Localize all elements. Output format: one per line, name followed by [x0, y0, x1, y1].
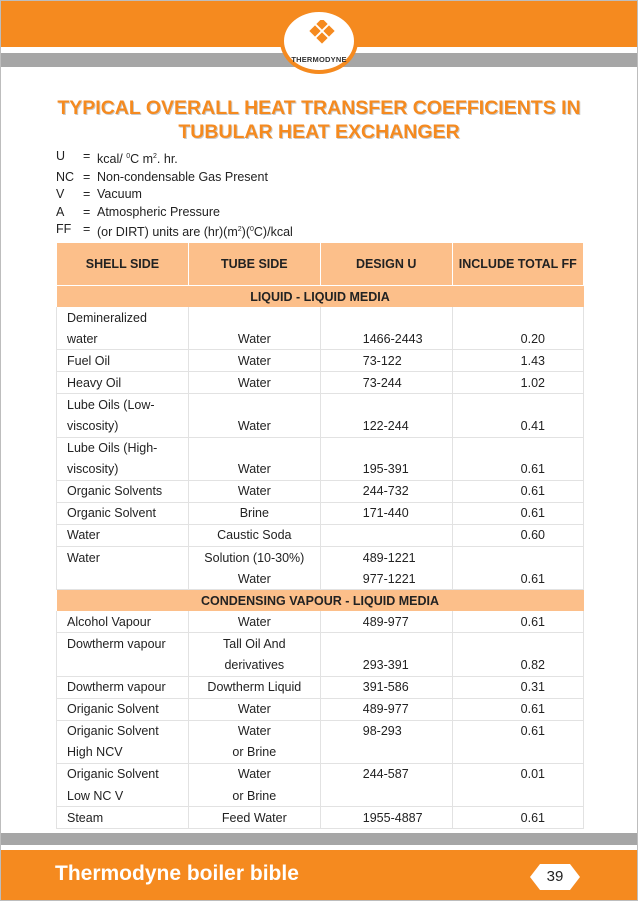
legend-definition: Vacuum	[97, 187, 142, 202]
tube-side-cell: Solution (10-30%)	[188, 547, 320, 569]
abbreviation-legend	[56, 148, 293, 242]
legend-abbr: U	[56, 149, 66, 163]
total-ff-cell: 0.61	[452, 480, 583, 502]
legend-row-ff	[56, 221, 293, 242]
shell-side-cell: Heavy Oil	[57, 372, 189, 394]
design-u-cell	[320, 524, 452, 546]
shell-side-cell: Dowtherm vapour	[57, 676, 189, 698]
design-u-cell: 73-244	[320, 372, 452, 394]
total-ff-cell	[452, 633, 583, 655]
table-row	[57, 328, 584, 350]
section-title: LIQUID - LIQUID MEDIA	[57, 286, 584, 308]
table-row	[57, 415, 584, 437]
shell-side-cell: Water	[57, 524, 189, 546]
design-u-cell: 977-1221	[320, 568, 452, 590]
table-row	[57, 654, 584, 676]
total-ff-cell	[452, 742, 583, 764]
logo-text: THERMODYNE	[291, 55, 347, 64]
tube-side-cell: Brine	[188, 502, 320, 524]
table-header-row	[57, 243, 584, 286]
diamond-logo-icon	[307, 20, 337, 50]
design-u-cell: 489-977	[320, 698, 452, 720]
tube-side-cell: Water	[188, 763, 320, 785]
column-header-include-total-ff: INCLUDE TOTAL FF	[452, 243, 583, 286]
section-header-row	[57, 590, 584, 612]
page-title	[40, 96, 598, 144]
design-u-cell: 244-587	[320, 763, 452, 785]
total-ff-cell	[452, 307, 583, 328]
legend-abbr: FF	[56, 222, 72, 237]
brand-logo	[280, 8, 358, 74]
coefficients-table	[56, 242, 584, 829]
shell-side-cell	[57, 568, 189, 590]
total-ff-cell	[452, 785, 583, 807]
table-row	[57, 676, 584, 698]
design-u-cell: 1466-2443	[320, 328, 452, 350]
table-row	[57, 307, 584, 328]
legend-definition: kcal/ $^0$C $m^2$. hr.	[97, 152, 178, 166]
legend-row-nc	[56, 169, 293, 187]
tube-side-cell: Tall Oil And	[188, 633, 320, 655]
footer-stripe	[1, 833, 637, 845]
total-ff-cell: 0.61	[452, 720, 583, 742]
legend-equals: =	[83, 149, 91, 163]
page-number: 39	[546, 868, 564, 885]
total-ff-cell	[452, 394, 583, 416]
legend-row-a	[56, 204, 293, 222]
design-u-cell: 489-977	[320, 611, 452, 633]
legend-equals: =	[83, 204, 91, 219]
shell-side-cell: Lube Oils (Low-	[57, 394, 189, 416]
legend-equals: =	[83, 222, 91, 237]
design-u-cell: 1955-4887	[320, 807, 452, 829]
shell-side-cell: Origanic Solvent	[57, 698, 189, 720]
shell-side-cell: Alcohol Vapour	[57, 611, 189, 633]
total-ff-cell: 0.61	[452, 502, 583, 524]
table-row	[57, 633, 584, 655]
shell-side-cell: High NCV	[57, 742, 189, 764]
shell-side-cell	[57, 654, 189, 676]
total-ff-cell	[452, 437, 583, 459]
table-row	[57, 437, 584, 459]
column-header-tube-side: TUBE SIDE	[188, 243, 320, 286]
table-row	[57, 763, 584, 785]
total-ff-cell: 1.43	[452, 350, 583, 372]
table-row	[57, 742, 584, 764]
table-row	[57, 611, 584, 633]
design-u-cell: 195-391	[320, 459, 452, 481]
shell-side-cell: water	[57, 328, 189, 350]
legend-equals: =	[83, 169, 91, 184]
tube-side-cell: Water	[188, 372, 320, 394]
tube-side-cell: or Brine	[188, 785, 320, 807]
design-u-cell: 98-293	[320, 720, 452, 742]
table-row	[57, 524, 584, 546]
tube-side-cell	[188, 307, 320, 328]
tube-side-cell	[188, 394, 320, 416]
title-line-2: TUBULAR HEAT EXCHANGER	[178, 121, 460, 143]
footer-title: Thermodyne boiler bible	[55, 862, 299, 885]
title-line-1: TYPICAL OVERALL HEAT TRANSFER COEFFICIENTS IN	[57, 97, 581, 119]
design-u-cell: 489-1221	[320, 547, 452, 569]
shell-side-cell: Organic Solvent	[57, 502, 189, 524]
table-row	[57, 502, 584, 524]
legend-row-u	[56, 148, 293, 169]
total-ff-cell: 0.61	[452, 698, 583, 720]
legend-abbr: A	[56, 204, 65, 219]
shell-side-cell: viscosity)	[57, 415, 189, 437]
total-ff-cell: 0.61	[452, 807, 583, 829]
tube-side-cell: Feed Water	[188, 807, 320, 829]
total-ff-cell: 0.01	[452, 763, 583, 785]
shell-side-cell: Dowtherm vapour	[57, 633, 189, 655]
column-header-design-u: DESIGN U	[320, 243, 452, 286]
shell-side-cell: Steam	[57, 807, 189, 829]
table-body	[57, 286, 584, 829]
shell-side-cell: Lube Oils (High-	[57, 437, 189, 459]
table-row	[57, 698, 584, 720]
shell-side-cell: Low NC V	[57, 785, 189, 807]
tube-side-cell: Water	[188, 611, 320, 633]
design-u-cell: 244-732	[320, 480, 452, 502]
table-row	[57, 372, 584, 394]
section-title: CONDENSING VAPOUR - LIQUID MEDIA	[57, 590, 584, 612]
design-u-cell	[320, 394, 452, 416]
legend-equals: =	[83, 187, 91, 202]
legend-definition: Non-condensable Gas Present	[97, 169, 268, 184]
total-ff-cell: 1.02	[452, 372, 583, 394]
table-row	[57, 785, 584, 807]
design-u-cell	[320, 742, 452, 764]
design-u-cell	[320, 307, 452, 328]
shell-side-cell: Fuel Oil	[57, 350, 189, 372]
legend-row-v	[56, 186, 293, 204]
total-ff-cell: 0.61	[452, 611, 583, 633]
total-ff-cell: 0.61	[452, 568, 583, 590]
table-row	[57, 547, 584, 569]
design-u-cell: 391-586	[320, 676, 452, 698]
section-header-row	[57, 286, 584, 308]
design-u-cell	[320, 437, 452, 459]
legend-definition: (or DIRT) units are $(hr)(m^2)(^0C)$/kcal	[97, 225, 293, 240]
design-u-cell	[320, 633, 452, 655]
table-row	[57, 480, 584, 502]
shell-side-cell: Organic Solvents	[57, 480, 189, 502]
design-u-cell: 293-391	[320, 654, 452, 676]
tube-side-cell: Water	[188, 720, 320, 742]
tube-side-cell: Dowtherm Liquid	[188, 676, 320, 698]
tube-side-cell: Water	[188, 350, 320, 372]
design-u-cell: 122-244	[320, 415, 452, 437]
shell-side-cell: viscosity)	[57, 459, 189, 481]
table-row	[57, 459, 584, 481]
legend-abbr: V	[56, 187, 65, 202]
column-header-shell-side: SHELL SIDE	[57, 243, 189, 286]
total-ff-cell	[452, 547, 583, 569]
shell-side-cell: Origanic Solvent	[57, 720, 189, 742]
design-u-cell	[320, 785, 452, 807]
shell-side-cell: Origanic Solvent	[57, 763, 189, 785]
total-ff-cell: 0.61	[452, 459, 583, 481]
design-u-cell: 73-122	[320, 350, 452, 372]
shell-side-cell: Water	[57, 547, 189, 569]
tube-side-cell: Water	[188, 568, 320, 590]
total-ff-cell: 0.41	[452, 415, 583, 437]
shell-side-cell: Demineralized	[57, 307, 189, 328]
table-row	[57, 568, 584, 590]
tube-side-cell: Caustic Soda	[188, 524, 320, 546]
legend-abbr: NC	[56, 169, 75, 184]
table-row	[57, 720, 584, 742]
total-ff-cell: 0.60	[452, 524, 583, 546]
total-ff-cell: 0.20	[452, 328, 583, 350]
total-ff-cell: 0.82	[452, 654, 583, 676]
tube-side-cell	[188, 437, 320, 459]
tube-side-cell: Water	[188, 459, 320, 481]
design-u-cell: 171-440	[320, 502, 452, 524]
total-ff-cell: 0.31	[452, 676, 583, 698]
tube-side-cell: Water	[188, 698, 320, 720]
tube-side-cell: derivatives	[188, 654, 320, 676]
tube-side-cell: Water	[188, 480, 320, 502]
table-row	[57, 350, 584, 372]
tube-side-cell: Water	[188, 328, 320, 350]
table-row	[57, 807, 584, 829]
tube-side-cell: or Brine	[188, 742, 320, 764]
tube-side-cell: Water	[188, 415, 320, 437]
legend-definition: Atmospheric Pressure	[97, 204, 220, 219]
table-row	[57, 394, 584, 416]
